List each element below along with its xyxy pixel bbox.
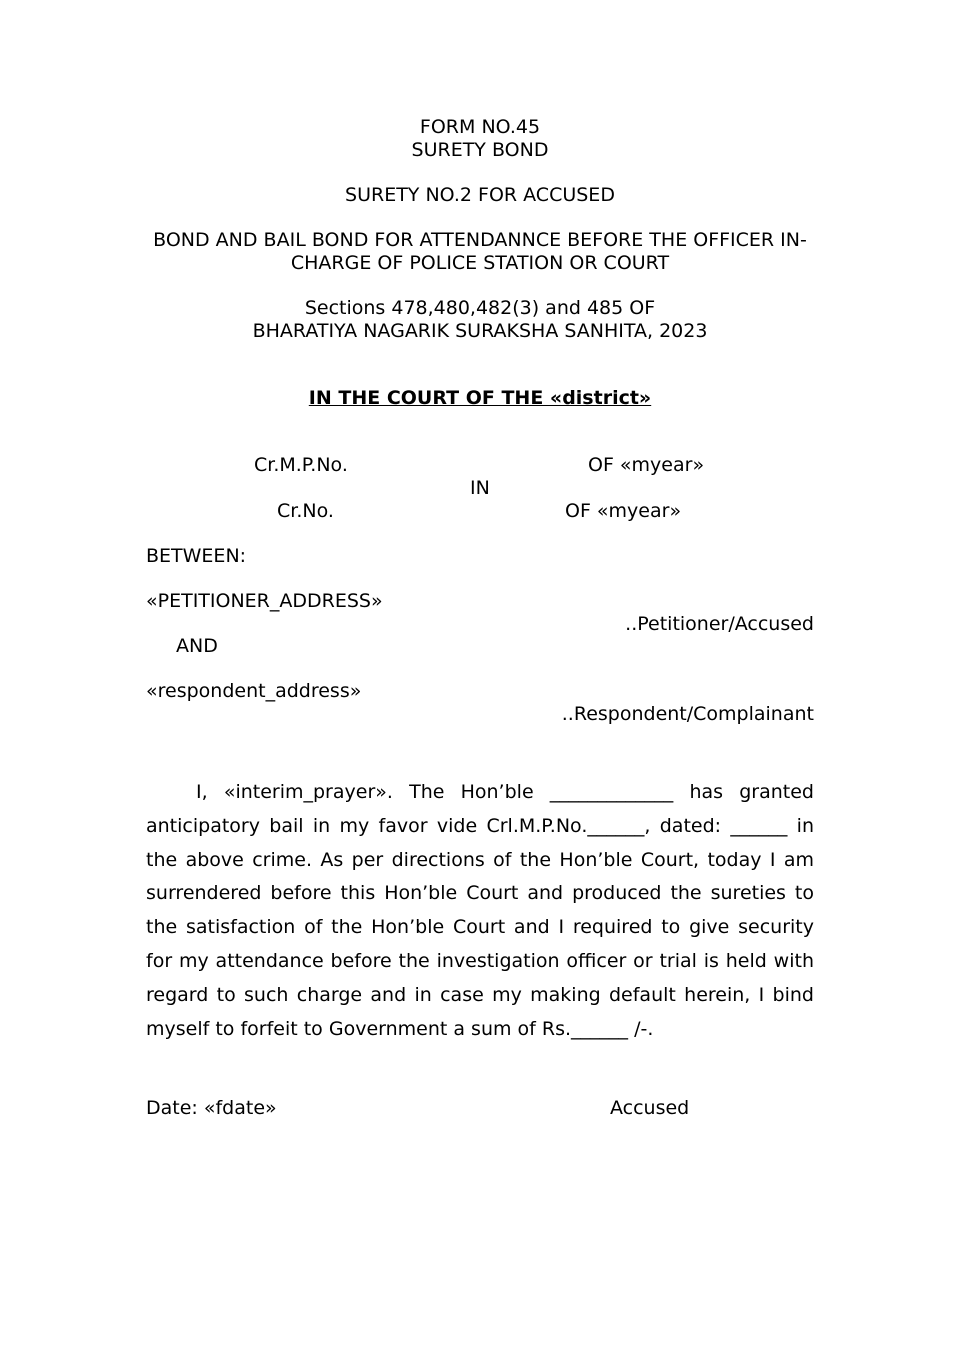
cr-number-label: Cr.No. [277, 500, 334, 522]
bond-heading-line-2: CHARGE OF POLICE STATION OR COURT [290, 252, 670, 274]
crmp-number-label: Cr.M.P.No. [254, 454, 348, 476]
date-line: Date: «fdate» [146, 1097, 277, 1119]
bond-heading-line-1: BOND AND BAIL BOND FOR ATTENDANNCE BEFORE THE OFFICER IN- [153, 229, 807, 251]
and-label: AND [176, 635, 218, 657]
petitioner-address: «PETITIONER_ADDRESS» [146, 590, 383, 612]
respondent-role: ..Respondent/Complainant [561, 703, 814, 725]
in-label: IN [470, 477, 490, 499]
between-label: BETWEEN: [146, 545, 247, 567]
accused-signature-label: Accused [610, 1097, 690, 1119]
sections-line-2: BHARATIYA NAGARIK SURAKSHA SANHITA, 2023 [252, 320, 708, 342]
bond-body-paragraph: I, «interim_prayer». The Hon’ble _____________ has granted anticipatory bail in my favor vide Crl.M.P.No.______, dated: ______ in the above crime. As per directions of the Hon’ble Court, today I am surrendered before this Hon’ble Court and produced the sureties to the satisfaction of the Hon’ble Court and I required to give security for my attendance before the investigation officer or trial is held with regard to such charge and in case my making default herein, I bind myself to forfeit to Government a sum of Rs.______ /-. [146, 781, 814, 1040]
cr-year: OF «myear» [565, 500, 682, 522]
form-title: SURETY BOND [411, 139, 549, 161]
respondent-address: «respondent_address» [146, 680, 362, 702]
crmp-year: OF «myear» [588, 454, 705, 476]
petitioner-role: ..Petitioner/Accused [625, 613, 814, 635]
court-title: IN THE COURT OF THE «district» [308, 387, 652, 409]
surety-heading: SURETY NO.2 FOR ACCUSED [345, 184, 615, 206]
sections-line-1: Sections 478,480,482(3) and 485 OF [304, 297, 656, 319]
form-number: FORM NO.45 [419, 116, 541, 138]
